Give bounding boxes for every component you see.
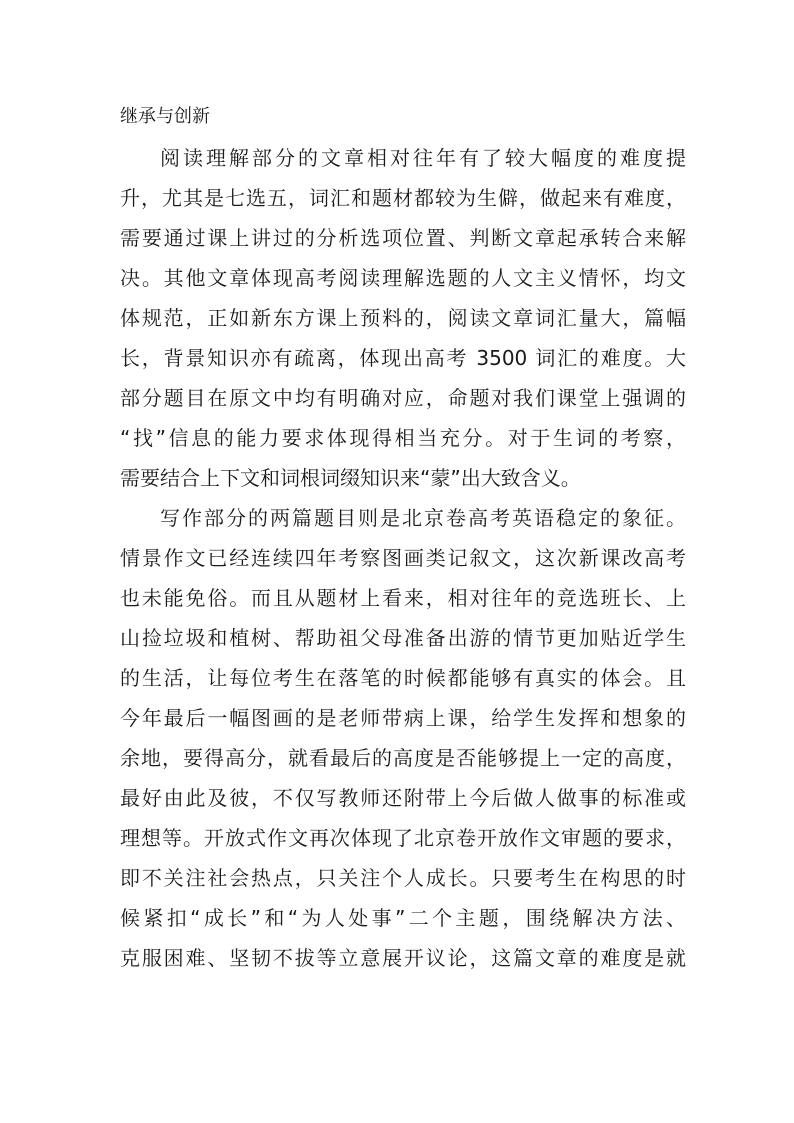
- paragraph-line: 即不关注社会热点，只关注个人成长。只要考生在构思的时: [120, 866, 686, 890]
- paragraph-line: 理想等。开放式作文再次体现了北京卷开放作文审题的要求，: [120, 826, 686, 850]
- paragraph-line: 也未能免俗。而且从题材上看来，相对往年的竞选班长、上: [120, 586, 686, 610]
- document-heading: 继承与创新: [120, 106, 210, 127]
- paragraph-line: 余地，要得高分，就看最后的高度是否能够提上一定的高度，: [120, 746, 686, 770]
- paragraph-line: 克服困难、坚韧不拔等立意展开议论，这篇文章的难度是就: [120, 946, 686, 970]
- paragraph-writing: [120, 498, 686, 978]
- paragraph-line: 升，尤其是七选五，词汇和题材都较为生僻，做起来有难度，: [120, 186, 686, 210]
- paragraph-line: 情景作文已经连续四年考察图画类记叙文，这次新课改高考: [120, 546, 686, 570]
- paragraph-line: 长，背景知识亦有疏离，体现出高考 3500 词汇的难度。大: [120, 346, 686, 370]
- paragraph-line: 部分题目在原文中均有明确对应，命题对我们课堂上强调的: [120, 386, 686, 410]
- paragraph-line: 需要通过课上讲过的分析选项位置、判断文章起承转合来解: [120, 226, 686, 250]
- paragraph-line: “找”信息的能力要求体现得相当充分。对于生词的考察，: [120, 426, 686, 450]
- paragraph-line: 山捡垃圾和植树、帮助祖父母准备出游的情节更加贴近学生: [120, 626, 686, 650]
- paragraph-line: 阅读理解部分的文章相对往年有了较大幅度的难度提: [160, 146, 686, 170]
- paragraph-line: 候紧扣“成长”和“为人处事”二个主题，围绕解决方法、: [120, 906, 686, 930]
- paragraph-line: 写作部分的两篇题目则是北京卷高考英语稳定的象征。: [160, 506, 686, 530]
- paragraph-line: 今年最后一幅图画的是老师带病上课，给学生发挥和想象的: [120, 706, 686, 730]
- document-body: [120, 96, 686, 978]
- paragraph-line: 体规范，正如新东方课上预料的，阅读文章词汇量大，篇幅: [120, 306, 686, 330]
- paragraph-line: 最好由此及彼，不仅写教师还附带上今后做人做事的标准或: [120, 786, 686, 810]
- paragraph-line: 的生活，让每位考生在落笔的时候都能够有真实的体会。且: [120, 666, 686, 690]
- paragraph-line: 需要结合上下文和词根词缀知识来“蒙”出大致含义。: [120, 466, 581, 490]
- paragraph-reading: [120, 138, 686, 498]
- paragraph-line: 决。其他文章体现高考阅读理解选题的人文主义情怀，均文: [120, 266, 686, 290]
